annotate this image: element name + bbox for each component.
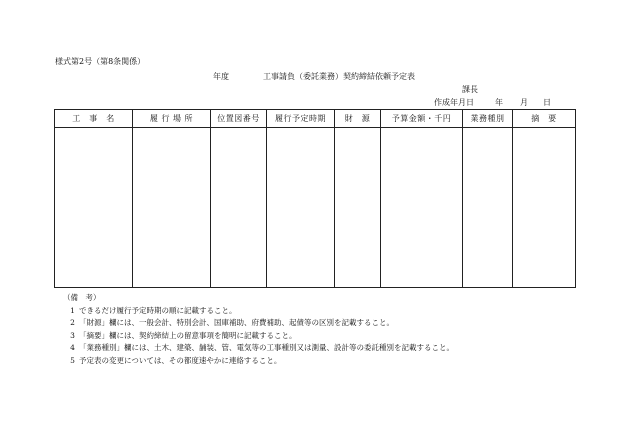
table-header-row [55,110,576,128]
column-header-remarks: 摘 要 [513,110,576,128]
column-header-map-number: 位置図番号 [211,110,267,128]
note-item [66,330,454,343]
form-number: 様式第2号（第8条関係） [55,57,146,66]
note-text: 「財源」欄には、一般会計、特別会計、国庫補助、府費補助、起債等の区別を記載すること。 [79,318,394,328]
table-body-row [55,128,576,288]
note-number: 3 [70,330,75,340]
fiscal-year-label: 年度 [213,72,229,81]
column-header-funding-source: 財 源 [335,110,381,128]
note-item [66,317,454,330]
date-year-unit: 年 [495,98,503,107]
note-number: 2 [70,318,75,328]
document-title: 工事請負（委託業務）契約締結依頼予定表 [263,72,415,81]
note-number: 4 [70,343,75,353]
date-month-unit: 月 [520,98,528,107]
note-text: 「摘要」欄には、契約締結上の留意事項を簡明に記載すること。 [79,330,297,340]
table-cell [211,128,267,288]
table-cell [381,128,463,288]
note-number: 1 [70,305,75,315]
note-item [66,305,454,318]
note-text: 「業務種別」欄には、土木、建築、舗装、管、電気等の工事種別又は測量、設計等の委託種別を記載すること。 [79,343,454,353]
note-text: 予定表の変更については、その都度速やかに連絡すること。 [79,355,282,365]
column-header-schedule: 履行予定時期 [267,110,335,128]
schedule-table [54,109,576,288]
table-cell [55,128,133,288]
note-item [66,342,454,355]
table-cell [513,128,576,288]
table-cell [335,128,381,288]
column-header-budget: 予算金額・千円 [381,110,463,128]
column-header-location: 履 行 場 所 [133,110,211,128]
date-day-unit: 日 [543,98,551,107]
table-cell [133,128,211,288]
table-cell [463,128,513,288]
note-number: 5 [70,355,75,365]
notes-heading: （備 考） [63,293,101,302]
column-header-project-name: 工 事 名 [55,110,133,128]
table-cell [267,128,335,288]
column-header-work-type: 業務種別 [463,110,513,128]
note-item [66,355,454,368]
creation-date-label: 作成年月日 [434,98,474,107]
note-text: できるだけ履行予定時期の順に記載すること。 [79,305,237,315]
section-chief-label: 課長 [462,85,478,94]
notes-section [63,292,454,368]
